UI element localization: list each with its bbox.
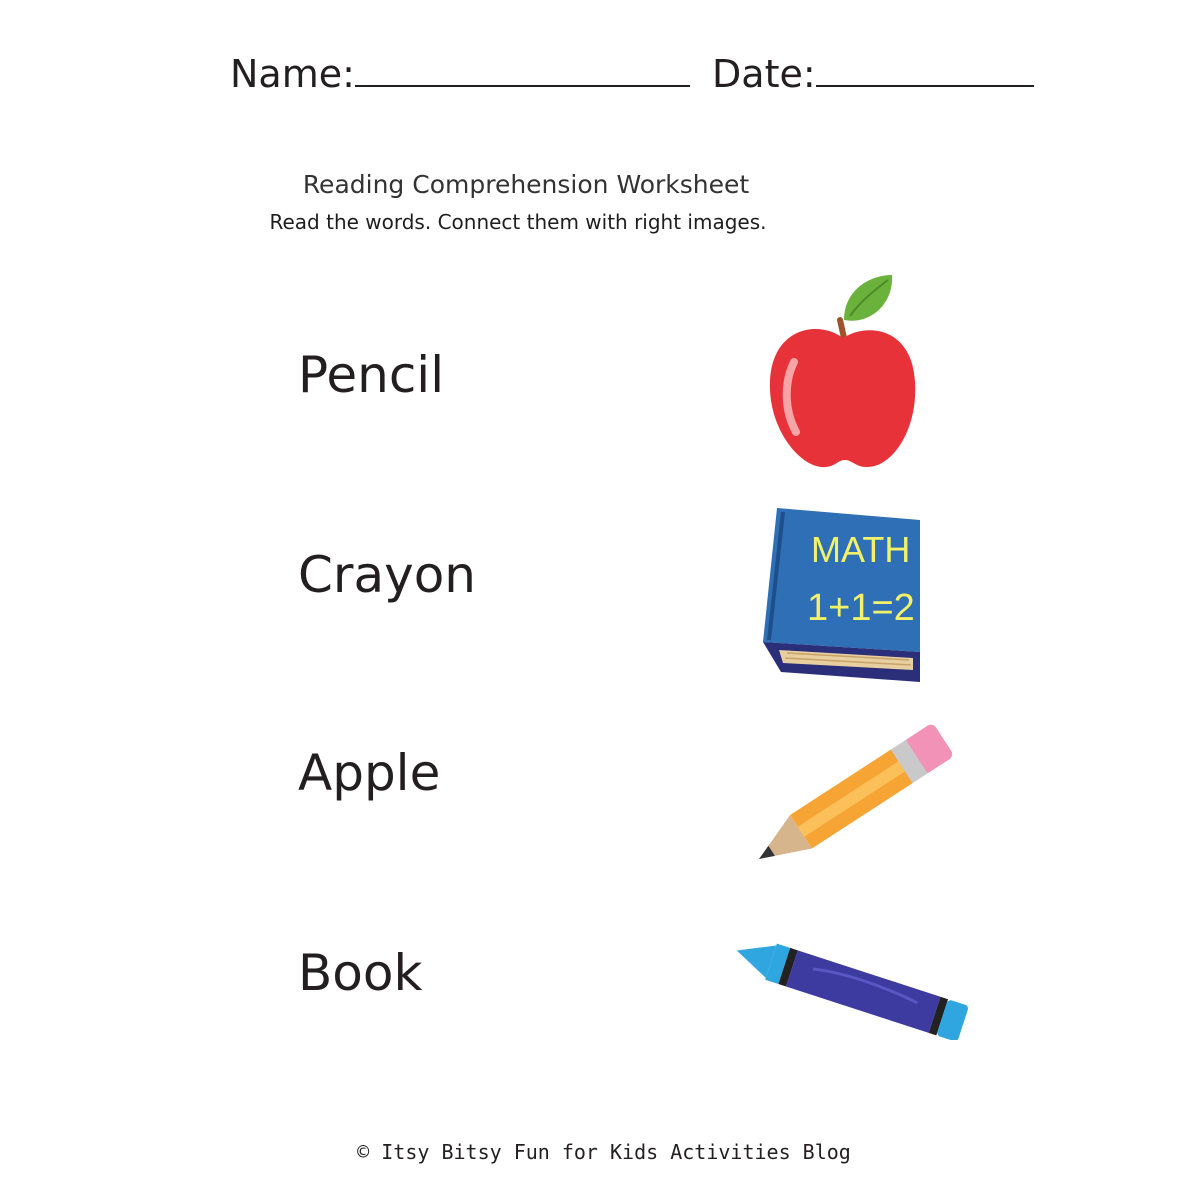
name-label: Name: [230,52,355,96]
word-pencil: Pencil [298,346,445,404]
worksheet-title: Reading Comprehension Worksheet [302,170,750,199]
crayon-icon [722,935,977,1040]
copyright-footer: © Itsy Bitsy Fun for Kids Activities Blog [357,1140,851,1164]
worksheet-instructions: Read the words. Connect them with right images. [269,210,767,234]
date-label: Date: [712,52,816,96]
math-book-icon [755,500,930,690]
word-crayon: Crayon [298,546,476,604]
name-line [355,55,690,87]
date-line [816,55,1034,87]
word-book: Book [298,944,423,1002]
name-date-header [230,52,1034,96]
book-cover-title: MATH [811,529,911,570]
pencil-icon [738,720,968,870]
apple-icon [760,270,930,480]
word-apple: Apple [298,744,441,802]
book-cover-text: 1+1=2 [807,587,915,629]
